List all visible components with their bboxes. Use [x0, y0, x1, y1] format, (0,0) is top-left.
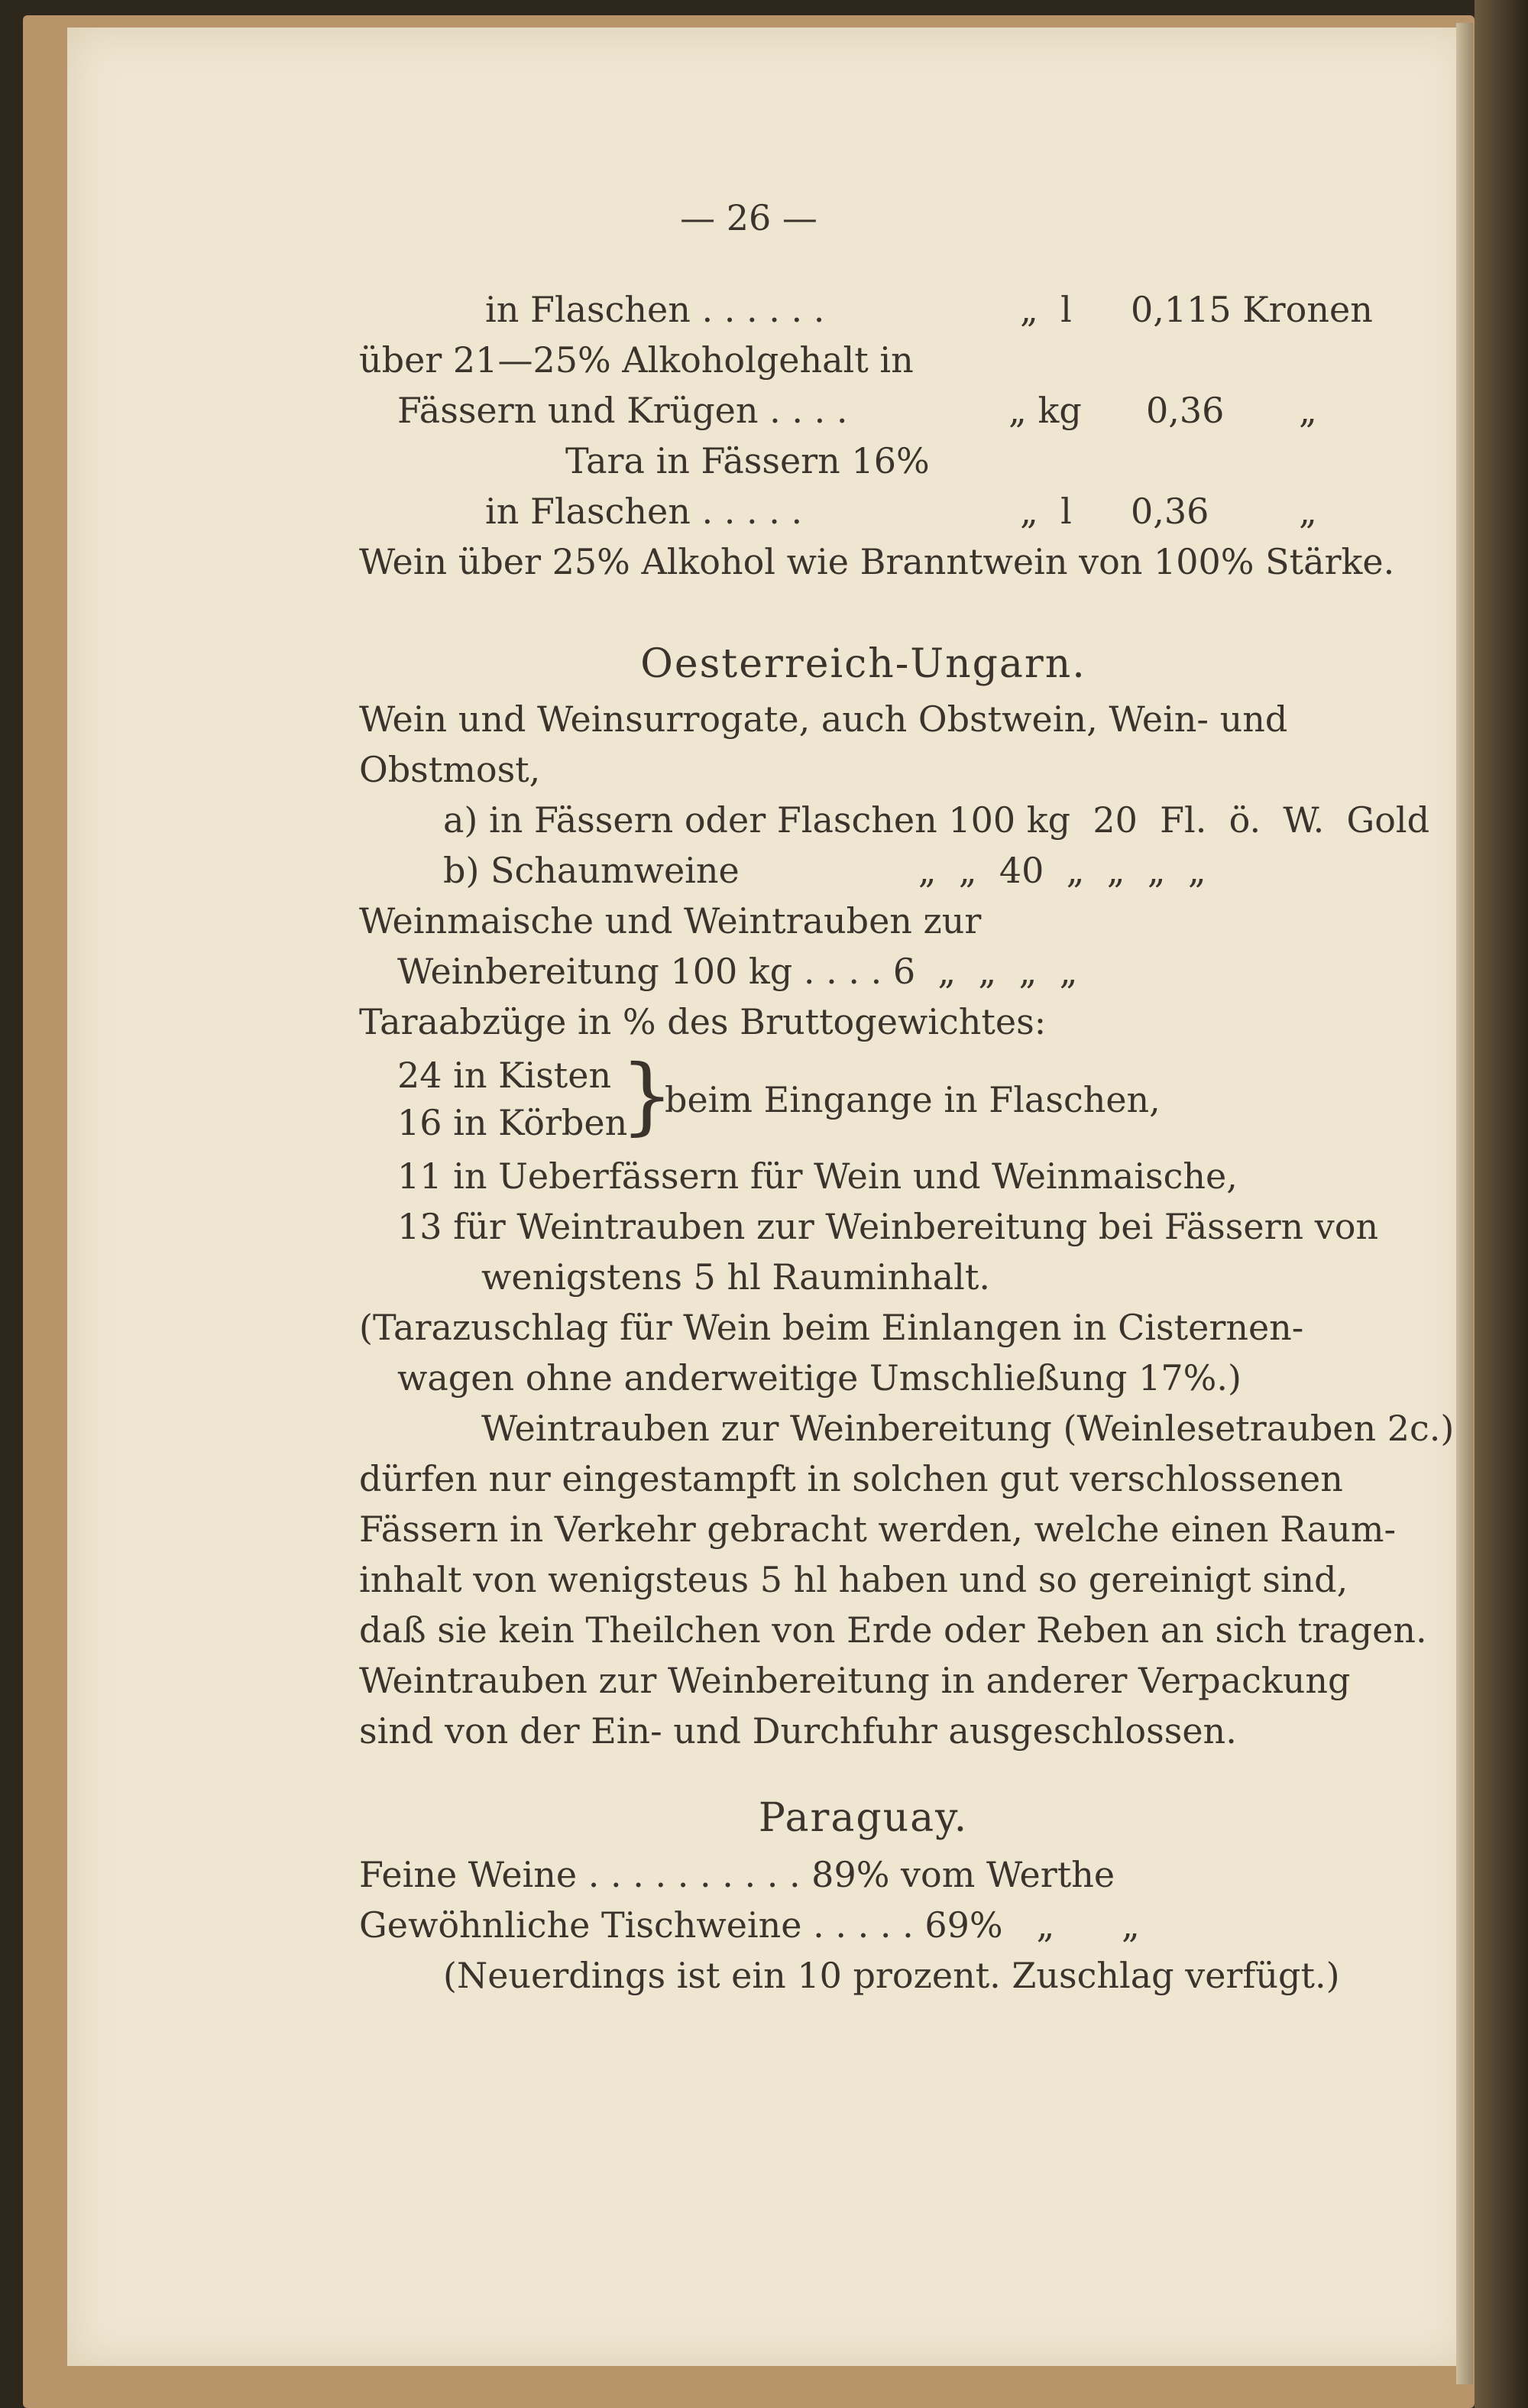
- s1b-line-4: (Tarazuschlag für Wein beim Einlangen in Cisternen-: [359, 1307, 1304, 1348]
- s1-line-1: Wein und Weinsurrogate, auch Obstwein, Wein- und: [359, 698, 1288, 740]
- s1-line-3: a) in Fässern oder Flaschen 100 kg 20 Fl. ö. W. Gold: [443, 799, 1430, 841]
- s1-line-7: Taraabzüge in % des Bruttogewichtes:: [359, 1001, 1047, 1042]
- s1b-line-6: Weintrauben zur Weinbereitung (Weinlesetrauben 2c.): [481, 1408, 1455, 1449]
- top-line-3-value: 0,36: [1146, 390, 1225, 431]
- top-line-3-note: „: [1299, 390, 1317, 431]
- top-line-6: Wein über 25% Alkohol wie Branntwein von 100% Stärke.: [359, 541, 1395, 582]
- s1b-line-9: inhalt von wenigsteus 5 hl haben und so gereinigt sind,: [359, 1559, 1348, 1600]
- s1b-line-2: 13 für Weintrauben zur Weinbereitung bei Fässern von: [397, 1206, 1379, 1247]
- top-line-3-label: Fässern und Krügen . . . .: [397, 390, 848, 431]
- top-line-5-unit: „ l: [1020, 491, 1072, 532]
- s1b-line-5: wagen ohne anderweitige Umschließung 17%.): [397, 1357, 1242, 1398]
- page-edge: [1456, 23, 1473, 2384]
- top-line-3-unit: „ kg: [1008, 390, 1082, 431]
- s1b-line-12: sind von der Ein- und Durchfuhr ausgeschlossen.: [359, 1710, 1237, 1752]
- heading-oesterreich-ungarn: Oesterreich-Ungarn.: [640, 641, 1086, 687]
- top-line-5-value: 0,36: [1131, 491, 1209, 532]
- top-line-5-note: „: [1299, 491, 1317, 532]
- brace-text: beim Eingange in Flaschen,: [665, 1079, 1161, 1120]
- brace-line-2: 16 in Körben: [397, 1102, 628, 1143]
- s1b-line-8: Fässern in Verkehr gebracht werden, welche einen Raum-: [359, 1509, 1397, 1550]
- s1b-line-3: wenigstens 5 hl Rauminhalt.: [481, 1256, 990, 1298]
- top-line-1-unit: „ l: [1020, 289, 1072, 330]
- brace-line-1: 24 in Kisten: [397, 1055, 612, 1096]
- top-line-4: Tara in Fässern 16%: [565, 440, 930, 481]
- top-line-2: über 21—25% Alkoholgehalt in: [359, 339, 914, 381]
- s1b-line-7: dürfen nur eingestampft in solchen gut verschlossenen: [359, 1458, 1343, 1499]
- s2-line-3: (Neuerdings ist ein 10 prozent. Zuschlag verfügt.): [443, 1955, 1340, 1996]
- s1-line-4: b) Schaumweine „ „ 40 „ „ „ „: [443, 850, 1206, 891]
- top-line-5-label: in Flaschen . . . . .: [485, 491, 803, 532]
- s2-line-1: Feine Weine . . . . . . . . . . 89% vom Werthe: [359, 1854, 1115, 1895]
- s1b-line-11: Weintrauben zur Weinbereitung in anderer Verpackung: [359, 1660, 1351, 1701]
- s1b-line-10: daß sie kein Theilchen von Erde oder Reben an sich tragen.: [359, 1609, 1427, 1651]
- page-number: — 26 —: [680, 197, 817, 238]
- s1-line-6: Weinbereitung 100 kg . . . . 6 „ „ „ „: [397, 951, 1078, 992]
- right-brace-icon: }: [620, 1046, 674, 1144]
- book-gutter: [1475, 0, 1528, 2408]
- s1b-line-1: 11 in Ueberfässern für Wein und Weinmaische,: [397, 1155, 1238, 1197]
- s2-line-2: Gewöhnliche Tischweine . . . . . 69% „ „: [359, 1904, 1140, 1946]
- s1-line-2: Obstmost,: [359, 749, 541, 790]
- heading-paraguay: Paraguay.: [758, 1795, 969, 1841]
- top-line-1-label: in Flaschen . . . . . .: [485, 289, 825, 330]
- top-line-1-value: 0,115 Kronen: [1131, 289, 1373, 330]
- s1-line-5: Weinmaische und Weintrauben zur: [359, 900, 982, 941]
